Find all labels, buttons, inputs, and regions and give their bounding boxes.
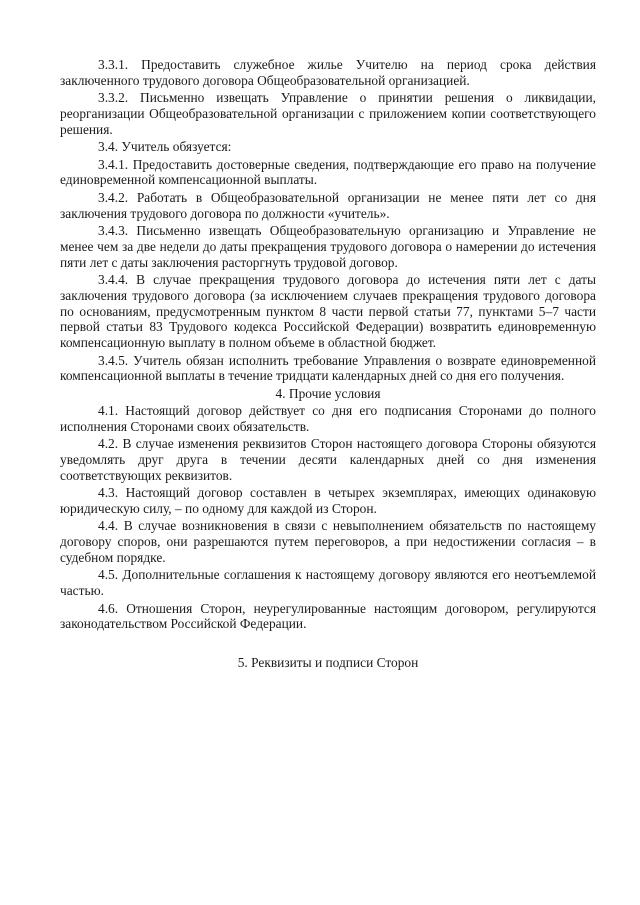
- clause-3-3-2: 3.3.2. Письменно извещать Управление о принятии решения о ликвидации, реорганизации Общеобразовательной организации с приложением копии соответствующего решения.: [60, 90, 596, 137]
- clause-4-5: 4.5. Дополнительные соглашения к настоящему договору являются его неотъемлемой частью.: [60, 567, 596, 599]
- clause-3-4-1: 3.4.1. Предоставить достоверные сведения, подтверждающие его право на получение единовременной компенсационной выплаты.: [60, 156, 596, 188]
- clause-4-6: 4.6. Отношения Сторон, неурегулированные настоящим договором, регулируются законодательством Российской Федерации.: [60, 600, 596, 632]
- section-5-heading: 5. Реквизиты и подписи Сторон: [237, 654, 419, 670]
- clause-3-3-1: 3.3.1. Предоставить служебное жилье Учителю на период срока действия заключенного трудового договора Общеобразовательной организацией.: [60, 57, 596, 88]
- document-page: [60, 57, 596, 671]
- clause-4-2: 4.2. В случае изменения реквизитов Сторон настоящего договора Стороны обязуются уведомлять друг друга в течении десяти календарных дней со дня изменения соответствующих реквизитов.: [60, 436, 596, 483]
- clause-4-1: 4.1. Настоящий договор действует со дня его подписания Сторонами до полного исполнения Сторонами своих обязательств.: [60, 403, 596, 434]
- clause-4-4: 4.4. В случае возникновения в связи с невыполнением обязательств по настоящему договору споров, они разрешаются путем переговоров, а при недостижении согласия – в судебном порядке.: [60, 518, 596, 566]
- clause-3-4-3: 3.4.3. Письменно извещать Общеобразовательную организацию и Управление не менее чем за две недели до даты прекращения трудового договора о намерении до истечения пяти лет с даты заключения расторгнуть трудовой договор.: [60, 222, 596, 270]
- clause-3-4: 3.4. Учитель обязуется:: [98, 139, 232, 155]
- clause-3-4-4: 3.4.4. В случае прекращения трудового договора до истечения пяти лет с даты заключения трудового договора (за исключением случаев прекращения трудового договора по основаниям, предусмотренным пунктом 8 части первой статьи 77, пунктами 5–7 части первой статьи 83 Трудового кодекса Российской Федерации) возвратить единовременную компенсационную выплату в полном объеме в областной бюджет.: [60, 271, 596, 351]
- section-4-heading: 4. Прочие условия: [275, 385, 381, 401]
- clause-4-3: 4.3. Настоящий договор составлен в четырех экземплярах, имеющих одинаковую юридическую силу, – по одному для каждой из Сторон.: [60, 485, 596, 517]
- clause-3-4-5: 3.4.5. Учитель обязан исполнить требование Управления о возврате единовременной компенсационной выплаты в течение тридцати календарных дней со дня его получения.: [60, 352, 596, 384]
- clause-3-4-2: 3.4.2. Работать в Общеобразовательной организации не менее пяти лет со дня заключения трудового договора по должности «учитель».: [60, 189, 596, 221]
